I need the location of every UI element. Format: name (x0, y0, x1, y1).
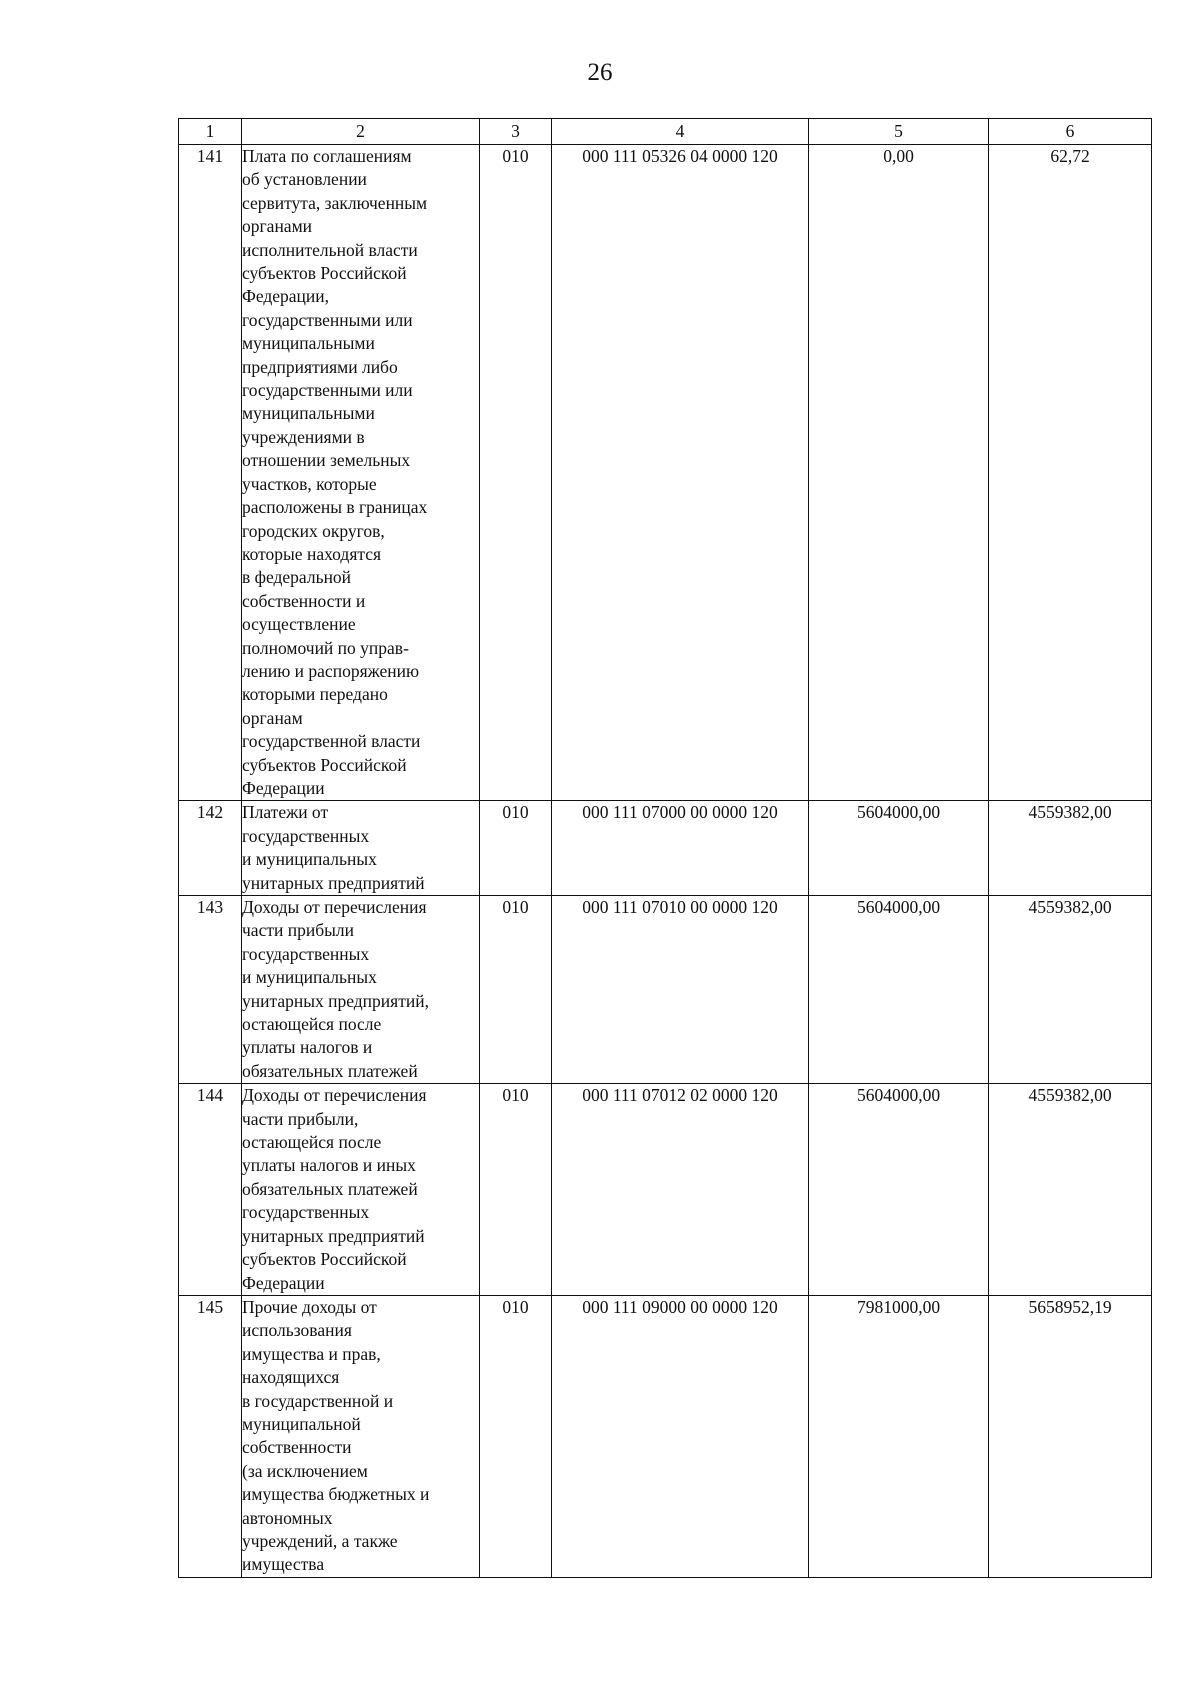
income-name-cell (242, 801, 480, 896)
income-name-line: государственных (242, 825, 370, 846)
income-name-line: уплаты налогов и иных (242, 1155, 416, 1176)
income-name-cell (242, 896, 480, 1084)
income-name-line: Плата по соглашениям (242, 146, 412, 166)
income-name-line: и муниципальных (242, 849, 377, 870)
row-number-cell: 144 (179, 1084, 242, 1296)
plan-amount-cell: 5604000,00 (809, 1084, 989, 1296)
table-row (179, 801, 1152, 896)
income-name-line: Федерации, (242, 286, 330, 307)
income-name-line: лению и распоряжению (242, 660, 420, 681)
header-cell: 5 (809, 119, 989, 145)
page-number: 26 (587, 59, 613, 86)
income-name-line: государственных (242, 943, 370, 964)
income-name-line: расположены в границах (242, 497, 428, 518)
table-row (179, 1084, 1152, 1296)
admin-code-cell: 010 (480, 801, 552, 896)
fact-amount-cell: 5658952,19 (989, 1295, 1152, 1577)
budget-class-code-cell: 000 111 09000 00 0000 120 (552, 1295, 809, 1577)
income-name-line: учреждениями в (242, 426, 365, 447)
income-name-line: полномочий по управ- (242, 637, 409, 658)
income-name-line: субъектов Российской (242, 263, 407, 284)
income-name-line: муниципальной (242, 1413, 361, 1434)
income-name-line: части прибыли, (242, 1108, 359, 1129)
budget-class-code-cell: 000 111 07010 00 0000 120 (552, 896, 809, 1084)
income-name-line: Прочие доходы от (242, 1296, 377, 1317)
income-name-line: собственности и (242, 590, 366, 611)
income-name-line: сервитута, заключенным (242, 192, 428, 213)
header-cell: 3 (480, 119, 552, 145)
plan-amount-cell: 0,00 (809, 145, 989, 801)
income-name-line: органам (242, 707, 303, 728)
budget-class-code-cell: 000 111 07000 00 0000 120 (552, 801, 809, 896)
income-name-line: муниципальными (242, 333, 375, 354)
table-row (179, 1295, 1152, 1577)
income-name-line: которыми передано (242, 684, 388, 705)
income-name-line: собственности (242, 1437, 352, 1458)
income-name-cell (242, 1295, 480, 1577)
income-name-line: предприятиями либо (242, 356, 398, 377)
income-name-line: имущества (242, 1554, 325, 1575)
budget-table (178, 118, 1152, 1578)
income-name-line: отношении земельных (242, 450, 411, 471)
income-name-line: использования (242, 1320, 352, 1341)
header-cell: 2 (242, 119, 480, 145)
income-name-cell (242, 145, 480, 801)
income-name-line: автономных (242, 1507, 333, 1528)
income-name-line: обязательных платежей (242, 1178, 418, 1199)
table-body (179, 119, 1152, 1578)
table-row (179, 145, 1152, 801)
income-name-line: в федеральной (242, 567, 352, 588)
row-number-cell: 143 (179, 896, 242, 1084)
header-cell: 6 (989, 119, 1152, 145)
plan-amount-cell: 5604000,00 (809, 896, 989, 1084)
row-number-cell: 141 (179, 145, 242, 801)
income-name-line: остающейся после (242, 1014, 382, 1035)
income-name-line: об установлении (242, 169, 367, 190)
fact-amount-cell: 4559382,00 (989, 896, 1152, 1084)
header-cell: 4 (552, 119, 809, 145)
income-name-line: Федерации (242, 1272, 325, 1293)
income-name-line: исполнительной власти (242, 239, 418, 260)
income-name-line: которые находятся (242, 543, 382, 564)
income-name-line: осуществление (242, 614, 356, 635)
income-name-line: находящихся (242, 1367, 340, 1388)
income-name-line: муниципальными (242, 403, 375, 424)
plan-amount-cell: 7981000,00 (809, 1295, 989, 1577)
admin-code-cell: 010 (480, 1084, 552, 1296)
income-name-line: Доходы от перечисления (242, 1085, 427, 1106)
income-name-line: и муниципальных (242, 967, 377, 988)
income-name-line: части прибыли (242, 920, 354, 941)
income-name-line: Федерации (242, 777, 325, 798)
income-name-line: государственных (242, 1202, 370, 1223)
income-name-line: участков, которые (242, 473, 377, 494)
income-name-line: Платежи от (242, 802, 329, 823)
header-cell: 1 (179, 119, 242, 145)
income-name-line: субъектов Российской (242, 754, 407, 775)
budget-class-code-cell: 000 111 07012 02 0000 120 (552, 1084, 809, 1296)
income-name-line: государственными или (242, 309, 413, 330)
fact-amount-cell: 4559382,00 (989, 1084, 1152, 1296)
income-name-line: субъектов Российской (242, 1249, 407, 1270)
fact-amount-cell: 4559382,00 (989, 801, 1152, 896)
row-number-cell: 145 (179, 1295, 242, 1577)
income-name-line: Доходы от перечисления (242, 897, 427, 917)
income-name-line: имущества бюджетных и (242, 1484, 430, 1505)
budget-class-code-cell: 000 111 05326 04 0000 120 (552, 145, 809, 801)
plan-amount-cell: 5604000,00 (809, 801, 989, 896)
income-name-line: государственными или (242, 380, 413, 401)
income-name-line: унитарных предприятий, (242, 990, 429, 1011)
income-name-cell (242, 1084, 480, 1296)
fact-amount-cell: 62,72 (989, 145, 1152, 801)
income-name-line: в государственной и (242, 1390, 394, 1411)
row-number-cell: 142 (179, 801, 242, 896)
income-name-line: обязательных платежей (242, 1060, 418, 1081)
income-name-line: государственной власти (242, 731, 421, 752)
income-name-line: унитарных предприятий (242, 1225, 425, 1246)
income-name-line: остающейся после (242, 1132, 382, 1153)
income-name-line: городских округов, (242, 520, 385, 541)
income-name-line: органами (242, 216, 313, 237)
income-name-line: имущества и прав, (242, 1343, 381, 1364)
income-name-line: унитарных предприятий (242, 872, 425, 893)
income-name-line: учреждений, а также (242, 1530, 398, 1551)
admin-code-cell: 010 (480, 896, 552, 1084)
income-name-line: уплаты налогов и (242, 1037, 373, 1058)
admin-code-cell: 010 (480, 1295, 552, 1577)
table-row (179, 896, 1152, 1084)
admin-code-cell: 010 (480, 145, 552, 801)
income-name-line: (за исключением (242, 1460, 368, 1481)
header-row (179, 119, 1152, 145)
